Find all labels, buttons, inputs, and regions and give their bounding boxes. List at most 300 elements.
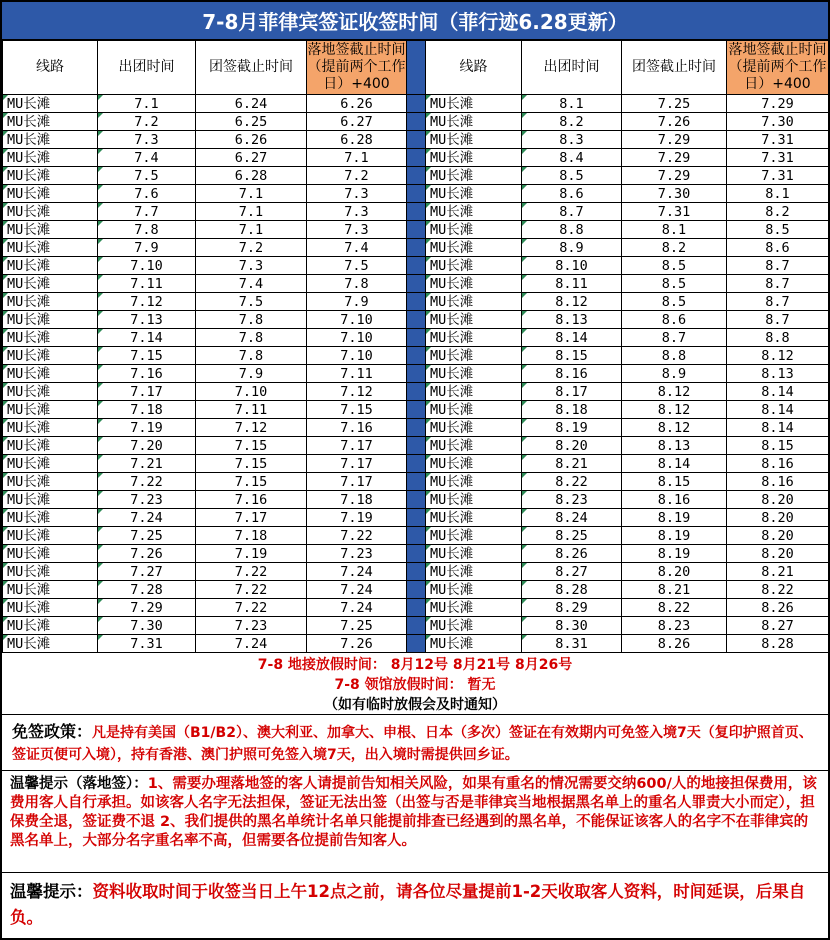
cell-depart-date: 7.1 [98, 95, 196, 113]
page-title: 7-8月菲律宾签证收签时间（菲行迹6.28更新） [2, 2, 828, 40]
cell-depart-date: 8.8 [522, 221, 622, 239]
table-row [3, 563, 829, 581]
cell-depart-date: 7.19 [98, 419, 196, 437]
cell-landing-deadline: 8.7 [727, 293, 829, 311]
cell-depart-date: 8.30 [522, 617, 622, 635]
cell-landing-deadline: 7.29 [727, 95, 829, 113]
cell-landing-deadline: 8.15 [727, 437, 829, 455]
cell-deadline-date: 7.1 [196, 221, 307, 239]
table-row [3, 365, 829, 383]
cell-depart-date: 8.3 [522, 131, 622, 149]
cell-depart-date: 8.29 [522, 599, 622, 617]
cell-landing-deadline: 8.14 [727, 383, 829, 401]
cell-landing-deadline: 7.10 [307, 311, 407, 329]
cell-route: MU长滩 [3, 401, 98, 419]
cell-landing-deadline: 8.26 [727, 599, 829, 617]
cell-landing-deadline: 7.24 [307, 581, 407, 599]
cell-landing-deadline: 7.11 [307, 365, 407, 383]
cell-depart-date: 7.25 [98, 527, 196, 545]
column-separator [407, 545, 426, 563]
table-row [3, 347, 829, 365]
cell-deadline-date: 8.26 [622, 635, 727, 653]
column-separator [407, 401, 426, 419]
cell-route: MU长滩 [3, 383, 98, 401]
cell-landing-deadline: 7.1 [307, 149, 407, 167]
column-separator [407, 221, 426, 239]
header-deadline: 团签截止时间 [622, 41, 727, 95]
table-row [3, 239, 829, 257]
cell-deadline-date: 6.25 [196, 113, 307, 131]
cell-landing-deadline: 8.14 [727, 401, 829, 419]
cell-depart-date: 8.9 [522, 239, 622, 257]
column-separator [407, 275, 426, 293]
cell-depart-date: 8.23 [522, 491, 622, 509]
holiday-notice [2, 651, 828, 715]
cell-depart-date: 8.26 [522, 545, 622, 563]
cell-route: MU长滩 [3, 635, 98, 653]
table-row [3, 167, 829, 185]
cell-landing-deadline: 7.16 [307, 419, 407, 437]
cell-route: MU长滩 [3, 509, 98, 527]
cell-route: MU长滩 [426, 491, 522, 509]
cell-landing-deadline: 7.10 [307, 329, 407, 347]
cell-deadline-date: 8.5 [622, 293, 727, 311]
column-separator [407, 419, 426, 437]
cell-deadline-date: 7.29 [622, 149, 727, 167]
column-separator [407, 617, 426, 635]
header-depart: 出团时间 [522, 41, 622, 95]
column-separator [407, 347, 426, 365]
cell-route: MU长滩 [426, 113, 522, 131]
column-separator [407, 563, 426, 581]
column-separator [407, 113, 426, 131]
cell-route: MU长滩 [426, 617, 522, 635]
cell-deadline-date: 6.28 [196, 167, 307, 185]
cell-depart-date: 7.27 [98, 563, 196, 581]
cell-route: MU长滩 [426, 149, 522, 167]
cell-deadline-date: 8.12 [622, 383, 727, 401]
cell-depart-date: 7.12 [98, 293, 196, 311]
cell-landing-deadline: 8.12 [727, 347, 829, 365]
cell-landing-deadline: 7.24 [307, 599, 407, 617]
cell-landing-deadline: 7.22 [307, 527, 407, 545]
column-separator [407, 509, 426, 527]
table-row [3, 311, 829, 329]
table-row [3, 221, 829, 239]
cell-deadline-date: 7.2 [196, 239, 307, 257]
cell-route: MU长滩 [3, 95, 98, 113]
local-holiday-line: 7-8 地接放假时间： 8月12号 8月21号 8月26号 [257, 657, 573, 673]
column-separator [407, 473, 426, 491]
table-row [3, 617, 829, 635]
cell-depart-date: 7.24 [98, 509, 196, 527]
cell-deadline-date: 8.6 [622, 311, 727, 329]
table-row [3, 527, 829, 545]
cell-landing-deadline: 8.5 [727, 221, 829, 239]
cell-landing-deadline: 8.16 [727, 455, 829, 473]
cell-landing-deadline: 7.30 [727, 113, 829, 131]
cell-route: MU长滩 [3, 293, 98, 311]
cell-landing-deadline: 8.13 [727, 365, 829, 383]
schedule-rows [3, 95, 829, 653]
cell-deadline-date: 7.5 [196, 293, 307, 311]
cell-route: MU长滩 [3, 527, 98, 545]
table-row [3, 437, 829, 455]
cell-route: MU长滩 [426, 329, 522, 347]
column-separator [407, 95, 426, 113]
cell-deadline-date: 6.26 [196, 131, 307, 149]
cell-route: MU长滩 [426, 239, 522, 257]
cell-depart-date: 7.6 [98, 185, 196, 203]
cell-deadline-date: 8.13 [622, 437, 727, 455]
cell-depart-date: 8.13 [522, 311, 622, 329]
schedule-table [2, 40, 829, 653]
cell-depart-date: 8.25 [522, 527, 622, 545]
cell-deadline-date: 7.29 [622, 131, 727, 149]
cell-route: MU长滩 [426, 509, 522, 527]
cell-depart-date: 7.26 [98, 545, 196, 563]
column-separator [407, 131, 426, 149]
cell-depart-date: 7.3 [98, 131, 196, 149]
cell-route: MU长滩 [3, 185, 98, 203]
cell-route: MU长滩 [426, 275, 522, 293]
cell-depart-date: 8.14 [522, 329, 622, 347]
cell-deadline-date: 7.26 [622, 113, 727, 131]
cell-route: MU长滩 [426, 293, 522, 311]
visa-free-text: 凡是持有美国（B1/B2）、澳大利亚、加拿大、申根、日本（多次）签证在有效期内可免签入境7天（复印护照首页、签证页便可入境），持有香港、澳门护照可免签入境7天，出入境时需提供回乡证。 [12, 725, 813, 763]
header-deadline: 团签截止时间 [196, 41, 307, 95]
cell-route: MU长滩 [426, 383, 522, 401]
cell-depart-date: 7.10 [98, 257, 196, 275]
cell-deadline-date: 7.25 [622, 95, 727, 113]
header-depart: 出团时间 [98, 41, 196, 95]
cell-route: MU长滩 [426, 401, 522, 419]
cell-depart-date: 7.2 [98, 113, 196, 131]
cell-route: MU长滩 [426, 203, 522, 221]
cell-depart-date: 7.4 [98, 149, 196, 167]
cell-depart-date: 8.15 [522, 347, 622, 365]
cell-landing-deadline: 6.27 [307, 113, 407, 131]
cell-depart-date: 7.16 [98, 365, 196, 383]
cell-deadline-date: 7.1 [196, 185, 307, 203]
cell-landing-deadline: 7.3 [307, 203, 407, 221]
cell-deadline-date: 7.23 [196, 617, 307, 635]
cell-deadline-date: 7.9 [196, 365, 307, 383]
table-row [3, 635, 829, 653]
cell-deadline-date: 7.4 [196, 275, 307, 293]
column-separator [407, 437, 426, 455]
cell-route: MU长滩 [426, 365, 522, 383]
cell-deadline-date: 8.1 [622, 221, 727, 239]
cell-route: MU长滩 [426, 95, 522, 113]
cell-depart-date: 7.15 [98, 347, 196, 365]
cell-deadline-date: 8.12 [622, 419, 727, 437]
cell-deadline-date: 8.5 [622, 257, 727, 275]
cell-depart-date: 7.20 [98, 437, 196, 455]
cell-deadline-date: 7.22 [196, 563, 307, 581]
cell-depart-date: 7.29 [98, 599, 196, 617]
cell-route: MU长滩 [426, 581, 522, 599]
cell-landing-deadline: 8.1 [727, 185, 829, 203]
cell-depart-date: 7.23 [98, 491, 196, 509]
column-separator [407, 599, 426, 617]
table-row [3, 455, 829, 473]
cell-depart-date: 7.18 [98, 401, 196, 419]
cell-deadline-date: 8.5 [622, 275, 727, 293]
cell-landing-deadline: 7.19 [307, 509, 407, 527]
cell-deadline-date: 7.31 [622, 203, 727, 221]
cell-deadline-date: 8.7 [622, 329, 727, 347]
cell-landing-deadline: 7.12 [307, 383, 407, 401]
table-row [3, 149, 829, 167]
table-row [3, 383, 829, 401]
table-row [3, 491, 829, 509]
cell-route: MU长滩 [426, 545, 522, 563]
cell-landing-deadline: 8.21 [727, 563, 829, 581]
cell-depart-date: 8.1 [522, 95, 622, 113]
cell-deadline-date: 7.18 [196, 527, 307, 545]
table-row [3, 113, 829, 131]
cell-route: MU长滩 [426, 419, 522, 437]
cell-landing-deadline: 8.20 [727, 527, 829, 545]
cell-landing-deadline: 8.6 [727, 239, 829, 257]
cell-route: MU长滩 [3, 113, 98, 131]
cell-route: MU长滩 [426, 473, 522, 491]
column-separator [407, 167, 426, 185]
cell-route: MU长滩 [426, 221, 522, 239]
column-separator [407, 239, 426, 257]
cell-deadline-date: 8.19 [622, 545, 727, 563]
cell-depart-date: 7.14 [98, 329, 196, 347]
cell-route: MU长滩 [3, 311, 98, 329]
cell-landing-deadline: 8.2 [727, 203, 829, 221]
cell-landing-deadline: 6.28 [307, 131, 407, 149]
cell-deadline-date: 8.16 [622, 491, 727, 509]
cell-landing-deadline: 6.26 [307, 95, 407, 113]
cell-depart-date: 8.28 [522, 581, 622, 599]
cell-deadline-date: 8.21 [622, 581, 727, 599]
cell-depart-date: 8.21 [522, 455, 622, 473]
collection-tips-label: 温馨提示： [10, 882, 93, 901]
cell-route: MU长滩 [3, 491, 98, 509]
cell-depart-date: 8.4 [522, 149, 622, 167]
header-route: 线路 [3, 41, 98, 95]
cell-route: MU长滩 [426, 455, 522, 473]
cell-deadline-date: 7.24 [196, 635, 307, 653]
cell-depart-date: 8.18 [522, 401, 622, 419]
cell-depart-date: 8.19 [522, 419, 622, 437]
header-route: 线路 [426, 41, 522, 95]
table-header-row [3, 41, 829, 95]
cell-deadline-date: 8.2 [622, 239, 727, 257]
cell-depart-date: 7.31 [98, 635, 196, 653]
cell-route: MU长滩 [3, 149, 98, 167]
cell-depart-date: 8.27 [522, 563, 622, 581]
cell-route: MU长滩 [426, 131, 522, 149]
column-separator [407, 203, 426, 221]
column-separator [407, 491, 426, 509]
cell-route: MU长滩 [3, 365, 98, 383]
cell-landing-deadline: 7.31 [727, 167, 829, 185]
column-separator [407, 185, 426, 203]
cell-depart-date: 8.12 [522, 293, 622, 311]
column-separator [407, 527, 426, 545]
header-landing: 落地签截止时间（提前两个工作日）+400 [727, 41, 829, 95]
table-row [3, 185, 829, 203]
cell-deadline-date: 7.16 [196, 491, 307, 509]
cell-deadline-date: 7.17 [196, 509, 307, 527]
cell-deadline-date: 7.8 [196, 329, 307, 347]
cell-deadline-date: 7.15 [196, 473, 307, 491]
cell-deadline-date: 7.12 [196, 419, 307, 437]
cell-route: MU长滩 [3, 617, 98, 635]
cell-landing-deadline: 7.31 [727, 131, 829, 149]
cell-landing-deadline: 7.10 [307, 347, 407, 365]
cell-landing-deadline: 7.9 [307, 293, 407, 311]
cell-deadline-date: 8.20 [622, 563, 727, 581]
cell-landing-deadline: 8.14 [727, 419, 829, 437]
cell-deadline-date: 8.19 [622, 527, 727, 545]
cell-depart-date: 7.5 [98, 167, 196, 185]
cell-depart-date: 8.5 [522, 167, 622, 185]
cell-depart-date: 7.9 [98, 239, 196, 257]
cell-landing-deadline: 8.7 [727, 275, 829, 293]
cell-landing-deadline: 7.17 [307, 473, 407, 491]
cell-deadline-date: 8.9 [622, 365, 727, 383]
cell-landing-deadline: 8.28 [727, 635, 829, 653]
cell-deadline-date: 8.15 [622, 473, 727, 491]
landing-visa-tips [2, 771, 828, 873]
cell-route: MU长滩 [3, 473, 98, 491]
consulate-holiday-line: 7-8 领馆放假时间： 暂无 [334, 677, 496, 693]
cell-landing-deadline: 7.5 [307, 257, 407, 275]
column-separator [407, 581, 426, 599]
table-row [3, 95, 829, 113]
cell-landing-deadline: 7.26 [307, 635, 407, 653]
cell-route: MU长滩 [426, 347, 522, 365]
cell-depart-date: 8.16 [522, 365, 622, 383]
cell-depart-date: 7.22 [98, 473, 196, 491]
cell-depart-date: 7.13 [98, 311, 196, 329]
cell-route: MU长滩 [3, 437, 98, 455]
column-separator [407, 329, 426, 347]
cell-landing-deadline: 8.22 [727, 581, 829, 599]
column-separator [407, 149, 426, 167]
cell-depart-date: 7.7 [98, 203, 196, 221]
table-row [3, 581, 829, 599]
landing-tips-text: 1、需要办理落地签的客人请提前告知相关风险，如果有重名的情况需要交纳600/人的地接担保费用，该费用客人自行承担。如该客人名字无法担保，签证无法出签（出签与否是菲律宾当地根据黑名单上的重名人罪责大小而定），担保费全退，签证费不退 2、我们提供的黑名单统计名单只能提前排查已经遇到的黑名单，不能保证该客人的名字不在菲律宾的黑名单上，大部分名字重名率不高，但需要各位提前告知客人。 [10, 776, 817, 849]
cell-route: MU长滩 [426, 311, 522, 329]
cell-deadline-date: 6.24 [196, 95, 307, 113]
cell-landing-deadline: 7.18 [307, 491, 407, 509]
cell-deadline-date: 7.15 [196, 455, 307, 473]
cell-landing-deadline: 7.25 [307, 617, 407, 635]
cell-route: MU长滩 [3, 257, 98, 275]
cell-route: MU长滩 [3, 203, 98, 221]
cell-depart-date: 7.17 [98, 383, 196, 401]
cell-landing-deadline: 7.4 [307, 239, 407, 257]
table-row [3, 599, 829, 617]
cell-deadline-date: 8.12 [622, 401, 727, 419]
cell-deadline-date: 8.23 [622, 617, 727, 635]
cell-landing-deadline: 7.17 [307, 455, 407, 473]
cell-landing-deadline: 7.8 [307, 275, 407, 293]
table-row [3, 401, 829, 419]
cell-landing-deadline: 7.17 [307, 437, 407, 455]
cell-route: MU长滩 [3, 419, 98, 437]
cell-landing-deadline: 8.8 [727, 329, 829, 347]
table-row [3, 203, 829, 221]
cell-deadline-date: 7.22 [196, 599, 307, 617]
cell-route: MU长滩 [426, 563, 522, 581]
cell-deadline-date: 7.8 [196, 347, 307, 365]
cell-landing-deadline: 7.15 [307, 401, 407, 419]
cell-route: MU长滩 [3, 599, 98, 617]
cell-depart-date: 8.31 [522, 635, 622, 653]
cell-deadline-date: 7.3 [196, 257, 307, 275]
cell-landing-deadline: 8.20 [727, 545, 829, 563]
cell-deadline-date: 7.15 [196, 437, 307, 455]
cell-landing-deadline: 7.24 [307, 563, 407, 581]
table-row [3, 473, 829, 491]
cell-landing-deadline: 8.20 [727, 509, 829, 527]
cell-deadline-date: 8.22 [622, 599, 727, 617]
collection-tips [2, 873, 828, 940]
cell-route: MU长滩 [426, 185, 522, 203]
cell-landing-deadline: 8.7 [727, 257, 829, 275]
table-row [3, 131, 829, 149]
cell-deadline-date: 7.22 [196, 581, 307, 599]
table-row [3, 275, 829, 293]
column-separator [407, 293, 426, 311]
table-row [3, 257, 829, 275]
cell-deadline-date: 8.8 [622, 347, 727, 365]
cell-route: MU长滩 [426, 599, 522, 617]
cell-depart-date: 8.24 [522, 509, 622, 527]
landing-tips-label: 温馨提示（落地签）： [10, 776, 148, 792]
column-separator [407, 455, 426, 473]
table-row [3, 329, 829, 347]
cell-deadline-date: 7.8 [196, 311, 307, 329]
cell-deadline-date: 8.19 [622, 509, 727, 527]
cell-depart-date: 8.20 [522, 437, 622, 455]
table-row [3, 509, 829, 527]
header-landing: 落地签截止时间（提前两个工作日）+400 [307, 41, 407, 95]
column-separator [407, 257, 426, 275]
cell-depart-date: 7.28 [98, 581, 196, 599]
cell-landing-deadline: 8.16 [727, 473, 829, 491]
cell-route: MU长滩 [3, 563, 98, 581]
cell-route: MU长滩 [3, 455, 98, 473]
cell-route: MU长滩 [3, 221, 98, 239]
column-separator [407, 383, 426, 401]
column-separator [407, 311, 426, 329]
visa-free-label: 免签政策： [12, 722, 93, 741]
cell-route: MU长滩 [3, 167, 98, 185]
cell-deadline-date: 7.19 [196, 545, 307, 563]
cell-landing-deadline: 8.27 [727, 617, 829, 635]
cell-deadline-date: 7.29 [622, 167, 727, 185]
cell-depart-date: 8.22 [522, 473, 622, 491]
cell-landing-deadline: 7.3 [307, 185, 407, 203]
cell-route: MU长滩 [3, 581, 98, 599]
cell-depart-date: 7.21 [98, 455, 196, 473]
cell-landing-deadline: 8.7 [727, 311, 829, 329]
cell-landing-deadline: 8.20 [727, 491, 829, 509]
cell-landing-deadline: 7.31 [727, 149, 829, 167]
table-row [3, 545, 829, 563]
cell-deadline-date: 8.14 [622, 455, 727, 473]
